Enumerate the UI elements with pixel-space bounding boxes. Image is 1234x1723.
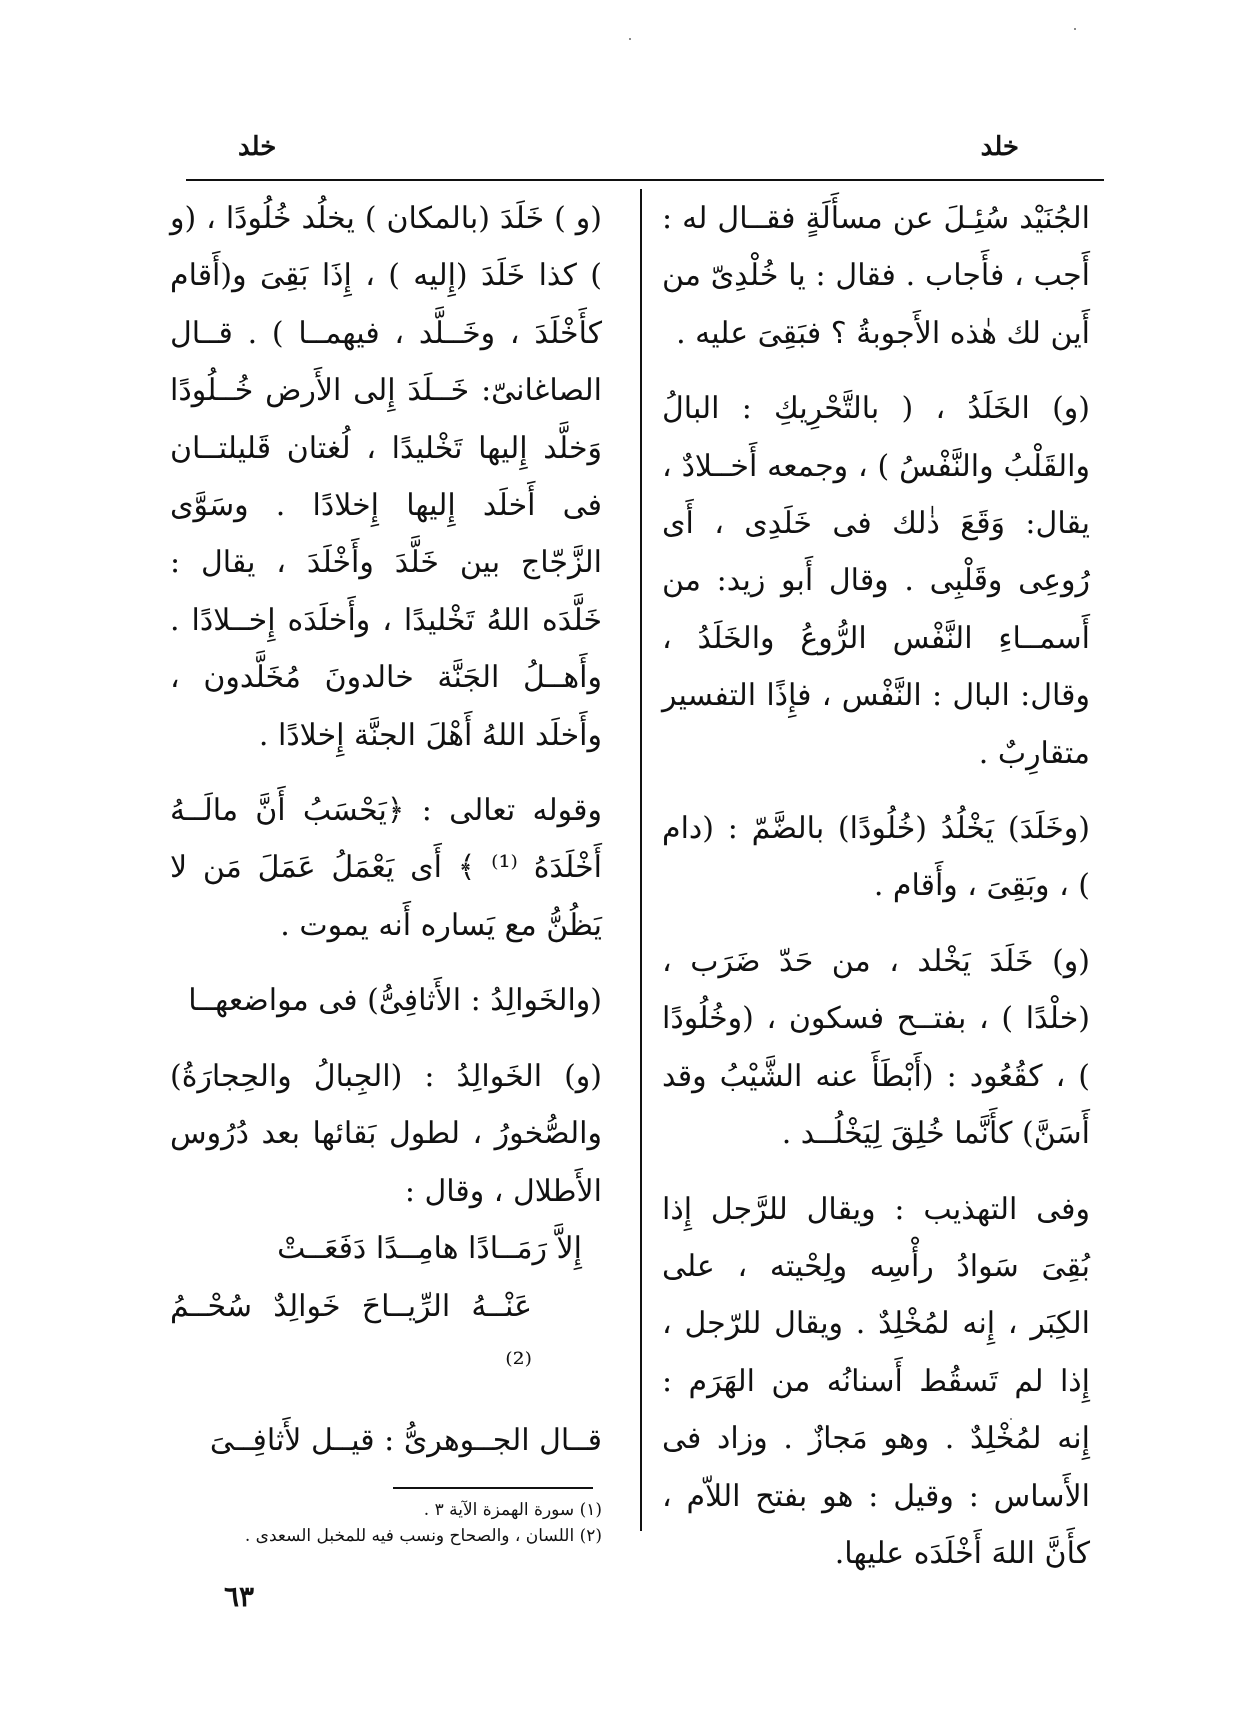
poem-verse xyxy=(170,1220,602,1394)
paragraph: (و) الخَلَدُ ، ( بالتَّحْرِيكِ : البالُ والقَلْبُ والنَّفْسُ ) ، وجمعه أَخــلادٌ ، يقال: وَقَعَ ذٰلك فى خَلَدِى ، أَى رُوعِى وقَلْبِى . وقال أَبو زيد: من أَسمــاءِ النَّفْس الرُّوعُ والخَلَدُ ، وقال: البال : النَّفْس ، فإِذًا التفسير متقارِبٌ . xyxy=(662,391,1090,771)
right-column xyxy=(662,190,1090,1582)
running-header-left: خلد xyxy=(238,132,277,162)
left-column xyxy=(170,190,602,1469)
scan-speck xyxy=(1010,1418,1012,1420)
paragraph: وفى التهذيب : ويقال للرَّجل إِذا بُقِىَ سَوادُ رأْسِه ولِحْيته ، على الكِبَر ، إِنه لمُخْلِدٌ . ويقال للرّجل ، إِذا لم تَسقُط أَسنانُه من الهَرَم : إِنه لمُخْلِدٌ . وهو مَجازٌ . وزاد فى الأَساس : وقيل : هو بفتح اللاّم ، كأَنَّ اللهَ أَخْلَدَه عليها. xyxy=(662,1191,1090,1571)
paragraph: (وخَلَدَ) يَخْلُدُ (خُلُودًا) بالضَّمّ : (دام ) ، وبَقِىَ ، وأَقام . xyxy=(662,811,1090,904)
poem-hemistich-1: إِلاَّ رَمَــادًا هامِــدًا دَفَعَــتْ xyxy=(277,1230,582,1266)
poem-hemistich-2: عَنْــهُ الرِّيــاحَ خَوالِدٌ سُحْــمُ ⁽²⁾ xyxy=(170,1288,532,1382)
paragraph: (و) الخَوالِدُ : (الجِبالُ والحِجارَةُ) والصُّخورُ ، لطول بَقائها بعد دُرُوس الأَطلال ، وقال : xyxy=(170,1058,602,1209)
closing-line: قــال الجــوهرىُّ : قيــل لأَثافِــىَ xyxy=(209,1422,602,1458)
page-number: ٦٣ xyxy=(224,1580,255,1613)
footnote-rule xyxy=(393,1487,593,1489)
running-header-right: خلد xyxy=(980,132,1019,162)
paragraph: (والخَوالِدُ : الأَثافِىُّ) فى مواضعهــا xyxy=(188,983,602,1019)
scan-speck xyxy=(1074,28,1076,30)
footnote-2: (٢) اللسان ، والصحاح ونسب فيه للمخبل السعدى . xyxy=(244,1526,602,1546)
paragraph: (و) خَلَدَ يَخْلد ، من حَدّ ضَرَب ، (خلْدًا ) ، بفتــح فسكون ، (وخُلُودًا ) ، كقُعُود : (أَبْطَأَ عنه الشَّيْبُ وقد أَسَنَّ) كأَنَّما خُلِقَ لِيَخْلُــد . xyxy=(662,943,1090,1152)
footnote-1: (١) سورة الهمزة الآية ٣ . xyxy=(423,1500,602,1520)
paragraph: وقوله تعالى : ﴿يَحْسَبُ أَنَّ مالَــهُ أَخْلَدَهُ ⁽¹⁾ ﴾ أَى يَعْمَلُ عَمَلَ مَن لا يَظُنُّ مع يَساره أَنه يموت . xyxy=(170,793,602,943)
scan-speck xyxy=(629,38,631,40)
paragraph: (و ) خَلَدَ (بالمكان ) يخلُد خُلُودًا ، (و ) كذا خَلَدَ (إِليه ) ، إِذَا بَقِىَ و(أَقام كأَخْلَدَ ، وخَــلَّد ، فيهمــا ) . قــال الصاغانىّ: خَــلَدَ إِلى الأَرض خُــلُودًا وَخلَّد إِليها تَخْليدًا ، لُغتان قَليلتــان فى أَخلَد إِليها إِخلادًا . وسَوَّى الزَّجّاج بين خَلَّدَ وأَخْلَدَ ، يقال : خَلَّدَه اللهُ تَخْليدًا ، وأَخلَدَه إِخــلادًا . وأَهــلُ الجَنَّة خالدونَ مُخَلَّدون ، وأَخلَد اللهُ أَهْلَ الجنَّة إِخلادًا . xyxy=(170,201,602,753)
paragraph: الجُنَيْد سُئِـلَ عن مسأَلَةٍ فقــال له : أَجب ، فأَجاب . فقال : يا خُلْدِىّ من أَين لك هٰذه الأَجوبةُ ؟ فبَقِىَ عليه . xyxy=(662,201,1090,351)
column-divider xyxy=(640,189,642,1531)
footnotes xyxy=(245,1497,602,1549)
header-rule xyxy=(186,179,1104,181)
